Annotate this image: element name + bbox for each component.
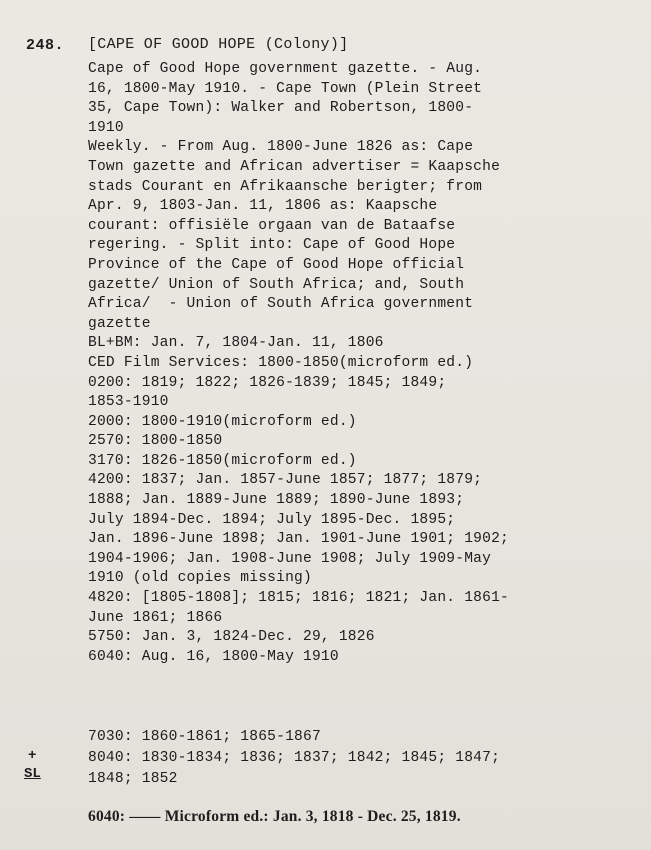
holding-line: 1888; Jan. 1889-June 1889; 1890-June 1893; [88, 492, 465, 509]
holding-line: 8040: 1830-1834; 1836; 1837; 1842; 1845; 1847; [88, 750, 501, 766]
entry-number: 248. [26, 37, 65, 54]
holding-line: 2000: 1800-1910(microform ed.) [88, 413, 357, 430]
holding-line: 1848; 1852 [88, 771, 178, 787]
entry-line: Apr. 9, 1803-Jan. 11, 1806 as: Kaapsche [88, 198, 438, 215]
entry-body [88, 60, 643, 667]
holding-line: 6040: Aug. 16, 1800-May 1910 [88, 648, 339, 665]
holding-line: July 1894-Dec. 1894; July 1895-Dec. 1895; [88, 511, 456, 528]
holding-line: 4820: [1805-1808]; 1815; 1816; 1821; Jan. 1861- [88, 590, 510, 607]
entry-line: Africa/ - Union of South Africa government [88, 296, 474, 313]
entry-line: 35, Cape Town): Walker and Robertson, 1800- [88, 100, 474, 117]
holding-line: 3170: 1826-1850(microform ed.) [88, 452, 357, 469]
holding-line: 0200: 1819; 1822; 1826-1839; 1845; 1849; [88, 374, 447, 391]
holding-line: BL+BM: Jan. 7, 1804-Jan. 11, 1806 [88, 335, 384, 352]
microform-footnote: 6040: —— Microform ed.: Jan. 3, 1818 - Dec. 25, 1819. [88, 808, 461, 825]
entry-line: Weekly. - From Aug. 1800-June 1826 as: Cape [88, 139, 474, 156]
holding-line: 4200: 1837; Jan. 1857-June 1857; 1877; 1879; [88, 472, 483, 489]
holding-line: June 1861; 1866 [88, 609, 223, 626]
holding-line: Jan. 1896-June 1898; Jan. 1901-June 1901; 1902; [88, 531, 510, 548]
entry-line: stads Courant en Afrikaansche berigter; from [88, 178, 483, 195]
entry-line: 16, 1800-May 1910. - Cape Town (Plein Street [88, 80, 483, 97]
entry-line: Province of the Cape of Good Hope official [88, 256, 465, 273]
entry-line: 1910 [88, 119, 124, 136]
holding-line: 5750: Jan. 3, 1824-Dec. 29, 1826 [88, 629, 375, 646]
entry-line: Town gazette and African advertiser = Kaapsche [88, 158, 501, 175]
entry-line: Cape of Good Hope government gazette. - Aug. [88, 61, 483, 77]
holding-line: CED Film Services: 1800-1850(microform ed.) [88, 354, 474, 371]
holding-line: 2570: 1800-1850 [88, 433, 223, 450]
entry-heading: [CAPE OF GOOD HOPE (Colony)] [88, 36, 349, 53]
holding-line: 1904-1906; Jan. 1908-June 1908; July 1909-May [88, 550, 492, 567]
entry-line: gazette/ Union of South Africa; and, South [88, 276, 465, 293]
entry-line: regering. - Split into: Cape of Good Hope [88, 237, 456, 254]
margin-sl-mark: SL [24, 766, 41, 782]
margin-plus-mark: + [28, 748, 37, 764]
holding-line: 7030: 1860-1861; 1865-1867 [88, 729, 321, 745]
holding-line: 1910 (old copies missing) [88, 570, 312, 587]
entry-line: courant: offisiële orgaan van de Bataafse [88, 217, 456, 234]
entry-line: gazette [88, 315, 151, 332]
holding-line: 1853-1910 [88, 394, 169, 411]
holdings-continued [88, 727, 500, 790]
